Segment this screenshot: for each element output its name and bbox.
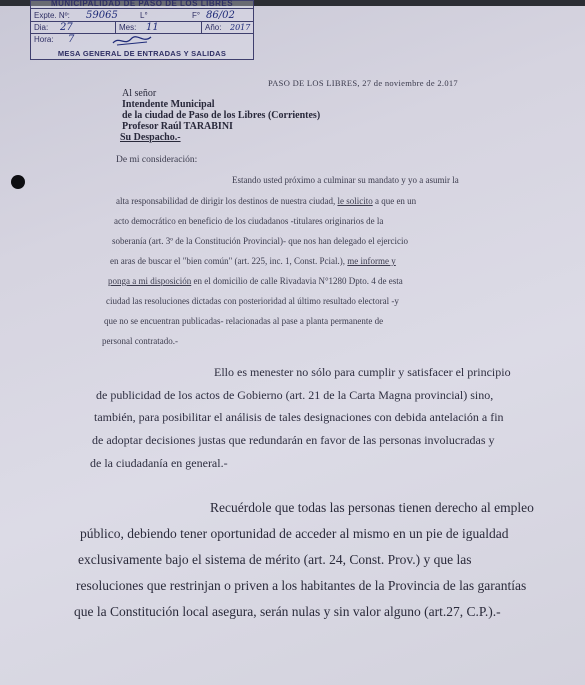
stamp-row-date — [31, 22, 253, 34]
punch-hole — [11, 175, 25, 189]
stamp-expte-value: 59065 — [86, 10, 118, 21]
p3-line-5: que la Constitución local asegura, serán nulas y sin valor alguno (art.27, C.P.).- — [74, 604, 501, 619]
addressee-line-3: de la ciudad de Paso de los Libres (Corrientes) — [122, 110, 321, 121]
addressee-line-1: Al señor — [122, 88, 157, 99]
p2-line-5: de la ciudadanía en general.- — [90, 456, 228, 470]
stamp-dia-value: 27 — [60, 22, 73, 33]
p1-line-6 — [108, 276, 403, 286]
p1-line-4: soberanía (art. 3º de la Constitución Provincial)- que nos han delegado el ejercicio — [112, 236, 408, 246]
stamp-expte-label: Expte. Nº: — [34, 11, 70, 20]
p1-line-8: que no se encuentran publicadas- relacionadas al pase a planta permanente de — [104, 316, 384, 326]
stamp-mes-value: 11 — [146, 22, 159, 33]
p3-line-1: Recuérdole que todas las personas tienen derecho al empleo — [210, 500, 534, 515]
greeting: De mi consideración: — [116, 155, 198, 165]
stamp-folio-value: 86/02 — [206, 10, 235, 21]
stamp-hora-value: 7 — [68, 34, 75, 45]
p2-line-3: también, para posibilitar el análisis de tales designaciones con debida antelación a fin — [94, 410, 504, 424]
stamp-footer: MESA GENERAL DE ENTRADAS Y SALIDAS — [57, 49, 227, 58]
p2-line-4: de adoptar decisiones justas que redundarán en favor de las personas involucradas y — [92, 433, 495, 447]
signature-scribble-icon — [111, 34, 161, 48]
p1-line-5-text: en aras de buscar el "bien común" (art. 225, inc. 1, Const. Pcial.), — [110, 256, 346, 266]
reception-stamp — [30, 0, 254, 60]
stamp-hora-label: Hora: — [34, 35, 54, 44]
stamp-mes-label: Mes: — [115, 22, 136, 33]
addressee-line-4: Profesor Raúl TARABINI — [122, 121, 233, 132]
addressee-line-5: Su Despacho.- — [120, 132, 181, 143]
p1-line-5 — [110, 256, 396, 266]
p1-line-2-end: a que en un — [372, 196, 417, 206]
p3-line-2: público, debiendo tener oportunidad de acceder al mismo en un pie de igualdad — [80, 526, 509, 541]
stamp-title: MUNICIPALIDAD DE PASO DE LOS LIBRES — [31, 0, 253, 9]
p3-line-4: resoluciones que restrinjan o priven a los habitantes de la Provincia de las garantías — [76, 578, 527, 593]
p1-line-6-end: en el domicilio de calle Rivadavia N°1280 Dpto. 4 de esta — [191, 276, 403, 286]
p1-line-2-text: alta responsabilidad de dirigir los destinos de nuestra ciudad, — [116, 196, 336, 206]
p1-line-1: Estando usted próximo a culminar su mandato y yo a asumir la — [232, 175, 459, 185]
p1-line-2 — [116, 196, 416, 206]
stamp-dia-label: Dia: — [34, 23, 49, 32]
stamp-expte-letter: L° — [140, 11, 148, 20]
stamp-row-hora — [31, 34, 253, 45]
stamp-row-expte — [31, 10, 253, 22]
date-line: PASO DE LOS LIBRES, 27 de noviembre de 2.017 — [268, 78, 458, 88]
p1-line-3: acto democrático en beneficio de los ciudadanos -titulares originarios de la — [114, 216, 384, 226]
p1-line-9: personal contratado.- — [102, 336, 178, 346]
p1-highlight-solicito: le solicito — [337, 196, 373, 206]
p1-highlight-informe: me informe y — [347, 256, 396, 266]
p3-line-3: exclusivamente bajo el sistema de mérito (art. 24, Const. Prov.) y que las — [78, 552, 472, 567]
p2-line-2: de publicidad de los actos de Gobierno (art. 21 de la Carta Magna provincial) sino, — [96, 388, 494, 402]
p1-line-7: ciudad las resoluciones dictadas con posterioridad al último resultado electoral -y — [106, 296, 399, 306]
addressee-line-2: Intendente Municipal — [122, 99, 215, 110]
stamp-folio-label: F° — [192, 11, 201, 20]
stamp-anio-label: Año: — [201, 22, 221, 33]
p1-highlight-disposicion: ponga a mi disposición — [108, 276, 192, 286]
stamp-anio-value: 2017 — [230, 23, 251, 32]
p2-line-1: Ello es menester no sólo para cumplir y satisfacer el principio — [214, 365, 511, 379]
